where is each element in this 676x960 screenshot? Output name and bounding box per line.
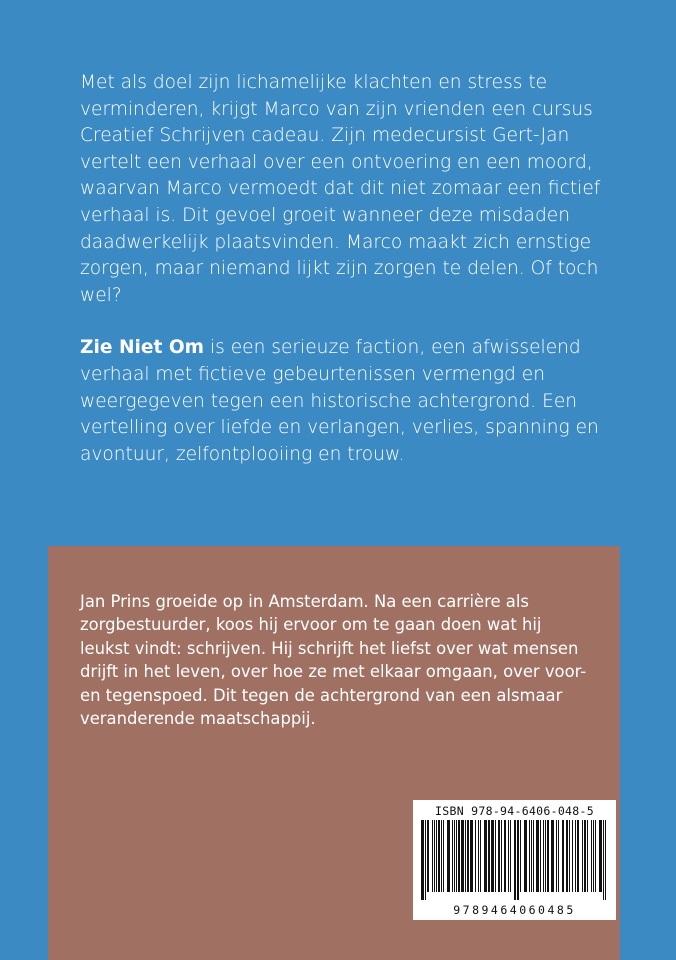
synopsis-paragraph-2-text: is een serieuze faction, een afwisselend verhaal met fictieve gebeurtenissen vermengd en weergegeven tegen een historische achtergrond. Een vertelling over liefde en verlangen, verlies, spanning en avontuur, zelfontplooiing en trouw. bbox=[80, 337, 599, 465]
barcode-bar bbox=[572, 820, 573, 892]
barcode-bar bbox=[575, 820, 576, 892]
barcode-bar bbox=[465, 820, 466, 892]
isbn-label: ISBN 978-94-6406-048-5 bbox=[435, 804, 594, 818]
barcode-bar bbox=[547, 820, 549, 892]
barcode-bar bbox=[461, 820, 464, 892]
barcode-bar bbox=[517, 820, 519, 900]
barcode-bar bbox=[587, 820, 588, 892]
barcode-bar bbox=[454, 820, 455, 892]
barcode-bar bbox=[501, 820, 502, 892]
barcode-bar bbox=[434, 820, 435, 892]
barcode-bar bbox=[514, 820, 516, 900]
barcode-bar bbox=[421, 820, 424, 900]
barcode-bar bbox=[577, 820, 579, 892]
barcode-bar bbox=[488, 820, 490, 892]
barcode-bar bbox=[458, 820, 460, 892]
barcode-bars bbox=[421, 820, 608, 900]
book-title: Zie Niet Om bbox=[80, 337, 205, 359]
barcode-bar bbox=[504, 820, 506, 892]
barcode-bar bbox=[452, 820, 453, 892]
barcode-bar bbox=[447, 820, 450, 892]
barcode-bar bbox=[605, 820, 606, 900]
synopsis bbox=[80, 70, 620, 468]
barcode-bar bbox=[562, 820, 564, 892]
author-box bbox=[48, 546, 620, 960]
barcode-bar bbox=[529, 820, 530, 892]
barcode-bar bbox=[603, 820, 604, 900]
author-bio: Jan Prins groeide op in Amsterdam. Na een carrière als zorgbestuurder, koos hij ervoor om te gaan doen wat hij leukst vindt: schrijven. Hij schrijft het liefst over wat mensen drijft in het leven, over hoe ze met elkaar omgaan, over voor- en tegenspoed. Dit tegen de achtergrond van een alsmaar veranderende maatschappij. bbox=[80, 592, 587, 729]
barcode-bar bbox=[584, 820, 586, 892]
barcode-bar bbox=[566, 820, 568, 892]
barcode-bar bbox=[524, 820, 527, 892]
barcode-bar bbox=[467, 820, 469, 892]
barcode-bar bbox=[495, 820, 496, 892]
isbn-digits: 9789464060485 bbox=[453, 903, 576, 917]
barcode-bar bbox=[599, 820, 602, 892]
barcode-bar bbox=[425, 820, 426, 900]
barcode-bar bbox=[480, 820, 481, 892]
barcode-bar bbox=[470, 820, 473, 892]
barcode-bar bbox=[543, 820, 544, 892]
barcode-bar bbox=[484, 820, 487, 892]
synopsis-paragraph-1: Met als doel zijn lichamelijke klachten en stress te verminderen, krijgt Marco van zijn vrienden een cursus Creatief Schrijven cadeau. Zijn medecursist Gert-Jan vertelt een verhaal over een ontvoering en een moord, waarvan Marco vermoedt dat dit niet zomaar een fictief verhaal is. Dit gevoel groeit wanneer deze misdaden daadwerkelijk plaatsvinden. Marco maakt zich ernstige zorgen, maar niemand lijkt zijn zorgen te delen. Of toch wel? bbox=[80, 72, 601, 306]
barcode-bar bbox=[569, 820, 570, 892]
barcode-bar bbox=[510, 820, 511, 892]
barcode-bar bbox=[427, 820, 429, 892]
barcode-bar bbox=[556, 820, 557, 892]
barcode-bar bbox=[436, 820, 437, 892]
barcode-bar bbox=[545, 820, 546, 892]
barcode-bar bbox=[456, 820, 457, 892]
barcode-bar bbox=[531, 820, 532, 892]
barcode-bar bbox=[536, 820, 539, 892]
barcode-bar bbox=[432, 820, 433, 892]
barcode-bar bbox=[443, 820, 444, 892]
barcode-bar bbox=[595, 820, 596, 892]
isbn-barcode bbox=[413, 800, 616, 920]
barcode-bar bbox=[593, 820, 594, 892]
barcode-bar bbox=[508, 820, 509, 892]
barcode-bar bbox=[520, 820, 521, 892]
barcode-bar bbox=[478, 820, 479, 892]
barcode-bar bbox=[475, 820, 476, 892]
barcode-bar bbox=[438, 820, 440, 892]
barcode-bar bbox=[533, 820, 534, 892]
barcode-bar bbox=[551, 820, 554, 892]
barcode-bar bbox=[582, 820, 583, 892]
barcode-bar bbox=[491, 820, 494, 892]
barcode-bar bbox=[540, 820, 541, 892]
synopsis-paragraph-2 bbox=[80, 335, 620, 468]
barcode-bar bbox=[558, 820, 559, 892]
barcode-bar bbox=[441, 820, 442, 892]
barcode-bar bbox=[591, 820, 592, 892]
barcode-bar bbox=[498, 820, 500, 892]
